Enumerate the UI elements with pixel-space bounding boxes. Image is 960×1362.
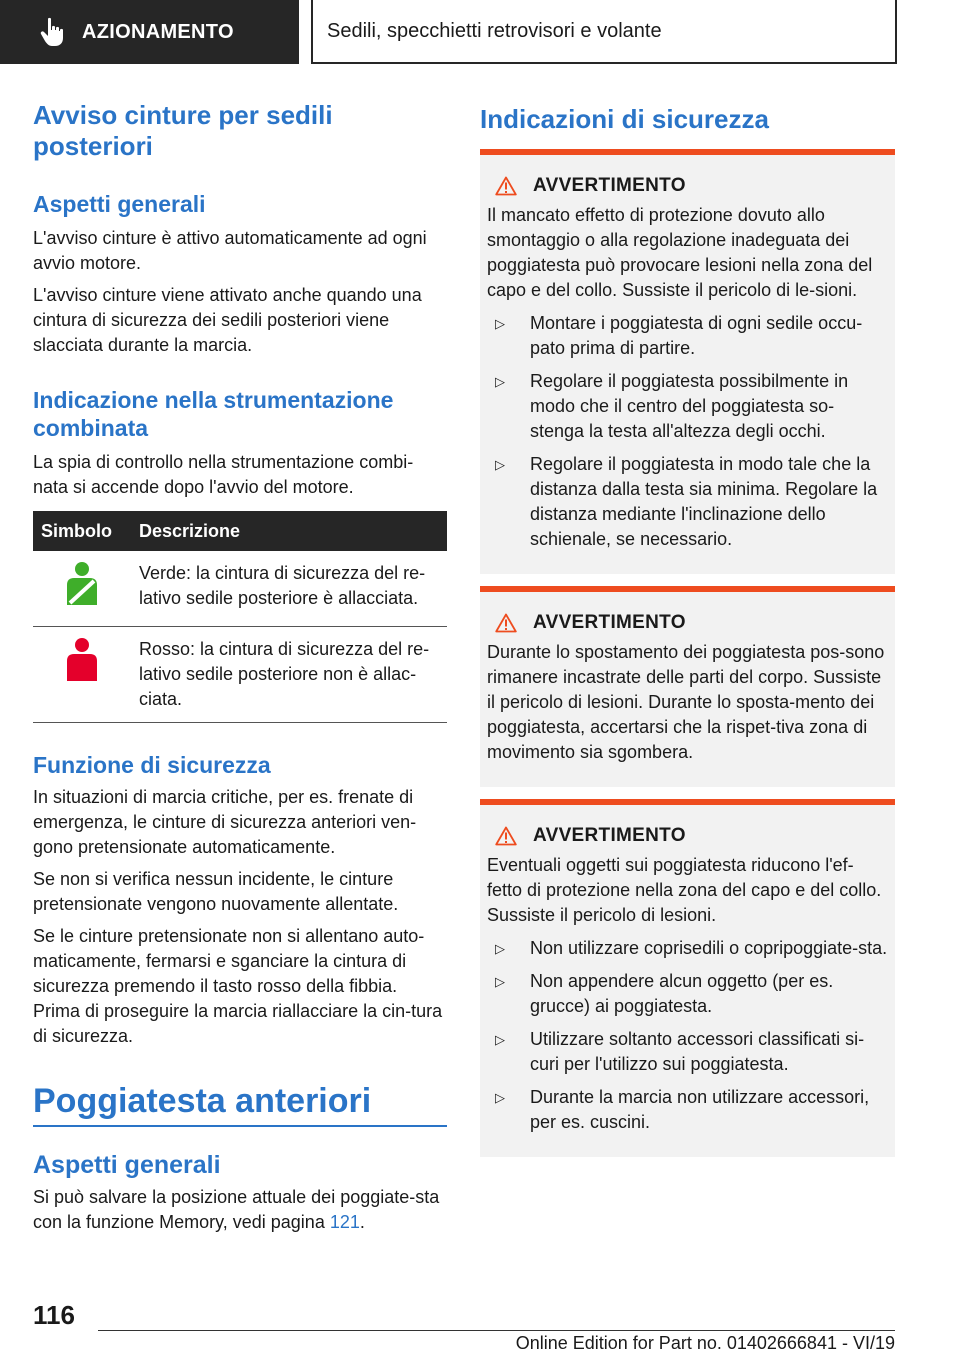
list-item: [487, 1085, 888, 1135]
warning-header: [495, 825, 888, 847]
paragraph-memory: [33, 1185, 447, 1235]
list-item: [487, 1027, 888, 1077]
warning-box: [480, 799, 895, 1157]
paragraph: L'avviso cinture è attivo automaticamente ad ogni avvio motore.: [33, 228, 427, 273]
page-link-121[interactable]: 121: [329, 1212, 360, 1232]
heading-underline: [33, 1125, 447, 1127]
list-item: [487, 936, 888, 961]
warning-title: AVVERTIMENTO: [533, 612, 686, 633]
warning-box: [480, 586, 895, 787]
paragraph: L'avviso cinture viene attivato anche quando una cintura di sicurezza dei sedili posteriori viene slacciata durante la marcia.: [33, 285, 422, 355]
heading-general-2: Aspetti generali: [33, 1151, 221, 1179]
list-item-text: Durante la marcia non utilizzare accessori, per es. cuscini.: [530, 1087, 870, 1132]
bullet-triangle-icon: ▷: [495, 941, 505, 956]
bullet-triangle-icon: ▷: [495, 316, 505, 331]
paragraph: Se le cinture pretensionate non si allentano auto-maticamente, fermarsi e sganciare la cintura di sicurezza premendo il tasto rosso della fibbia. Prima di proseguire la marcia riallacciare la cin-tura di sicurezza.: [33, 926, 443, 1046]
bullet-triangle-icon: ▷: [495, 1090, 505, 1105]
edition-text: Online Edition for Part no. 01402666841 - VI/19: [515, 1333, 895, 1353]
list-item-text: Non utilizzare coprisedili o copripoggiate-sta.: [530, 938, 888, 958]
warning-header: [495, 175, 888, 197]
section-title: AZIONAMENTO: [82, 20, 234, 43]
right-column: [480, 100, 895, 1157]
bullet-triangle-icon: ▷: [495, 1032, 505, 1047]
heading-belt-reminder: Avviso cinture per sedili posteriori: [33, 100, 333, 161]
list-item-text: Montare i poggiatesta di ogni sedile occu-pato prima di partire.: [530, 313, 863, 358]
warning-header: [495, 612, 888, 634]
warning-triangle-icon: [495, 613, 517, 633]
list-item-text: Utilizzare soltanto accessori classificati si-curi per l'utilizzo sui poggiatesta.: [530, 1029, 865, 1074]
col-header-symbol: Simbolo: [33, 511, 131, 551]
seatbelt-fastened-icon: [62, 561, 102, 609]
list-item: [487, 369, 888, 444]
list-item-text: Regolare il poggiatesta possibilmente in modo che il centro del poggiatesta so-stenga la testa all'altezza degli occhi.: [530, 371, 849, 441]
chapter-tab: [311, 0, 897, 64]
chapter-title: Sedili, specchietti retrovisori e volante: [327, 19, 662, 42]
bullet-triangle-icon: ▷: [495, 374, 505, 389]
left-column: [33, 100, 447, 1235]
heading-indication: Indicazione nella strumentazione combinata: [33, 387, 394, 441]
warning-text: Eventuali oggetti sui poggiatesta riducono l'ef-fetto di protezione nella zona del capo e del collo. Sussiste il pericolo di lesioni.: [487, 855, 882, 925]
hand-touch-icon: [40, 17, 66, 47]
warning-box: [480, 149, 895, 574]
heading-front-headrests: Poggiatesta anteriori: [33, 1082, 372, 1120]
description-cell: Verde: la cintura di sicurezza del re-lativo sedile posteriore è allacciata.: [131, 551, 447, 627]
warning-title: AVVERTIMENTO: [533, 825, 686, 846]
section-tab: [0, 0, 299, 64]
list-item-text: Non appendere alcun oggetto (per es. grucce) ai poggiatesta.: [530, 971, 834, 1016]
paragraph: In situazioni di marcia critiche, per es. frenate di emergenza, le cinture di sicurezza anteriori ven-gono pretensionate automaticamente.: [33, 787, 417, 857]
paragraph: La spia di controllo nella strumentazione combi-nata si accende dopo l'avvio del motore.: [33, 452, 414, 497]
footer-divider: [98, 1330, 895, 1331]
list-item: [487, 311, 888, 361]
warning-triangle-icon: [495, 176, 517, 196]
description-cell: Rosso: la cintura di sicurezza del re-lativo sedile posteriore non è allac-ciata.: [131, 627, 447, 723]
col-header-description: Descrizione: [131, 511, 447, 551]
bullet-triangle-icon: ▷: [495, 457, 505, 472]
list-item: [487, 452, 888, 552]
memory-text-end: .: [359, 1212, 365, 1232]
heading-safety-function: Funzione di sicurezza: [33, 752, 271, 778]
warning-triangle-icon: [495, 826, 517, 846]
table-row: [33, 627, 447, 723]
page-number: 116: [33, 1300, 75, 1330]
warning-text: Il mancato effetto di protezione dovuto allo smontaggio o alla regolazione inadeguata dei poggiatesta può provocare lesioni nella zona del capo e del collo. Sussiste il pericolo di le-sioni.: [487, 205, 873, 300]
table-row: [33, 551, 447, 627]
heading-general: Aspetti generali: [33, 191, 206, 217]
paragraph: Se non si verifica nessun incidente, le cinture pretensionate vengono nuovamente allentate.: [33, 869, 399, 914]
symbol-cell: [33, 551, 131, 627]
warning-title: AVVERTIMENTO: [533, 175, 686, 196]
symbol-table: [33, 511, 447, 723]
memory-text: Si può salvare la posizione attuale dei poggiate-sta con la funzione Memory, vedi pagina: [33, 1187, 440, 1232]
bullet-triangle-icon: ▷: [495, 974, 505, 989]
seatbelt-unfastened-icon: [62, 637, 102, 685]
list-item: [487, 969, 888, 1019]
heading-safety-notes: Indicazioni di sicurezza: [480, 104, 769, 134]
warning-text: Durante lo spostamento dei poggiatesta pos-sono rimanere incastrate delle parti del corpo. Sussiste il pericolo di lesioni. Durante lo sposta-mento dei poggiatesta, accertarsi che la rispet-tiva zona di movimento sia sgombera.: [487, 642, 885, 762]
symbol-cell: [33, 627, 131, 723]
list-item-text: Regolare il poggiatesta in modo tale che la distanza dalla testa sia minima. Regolare la distanza mediante l'inclinazione dello schienale, se necessario.: [530, 454, 878, 549]
